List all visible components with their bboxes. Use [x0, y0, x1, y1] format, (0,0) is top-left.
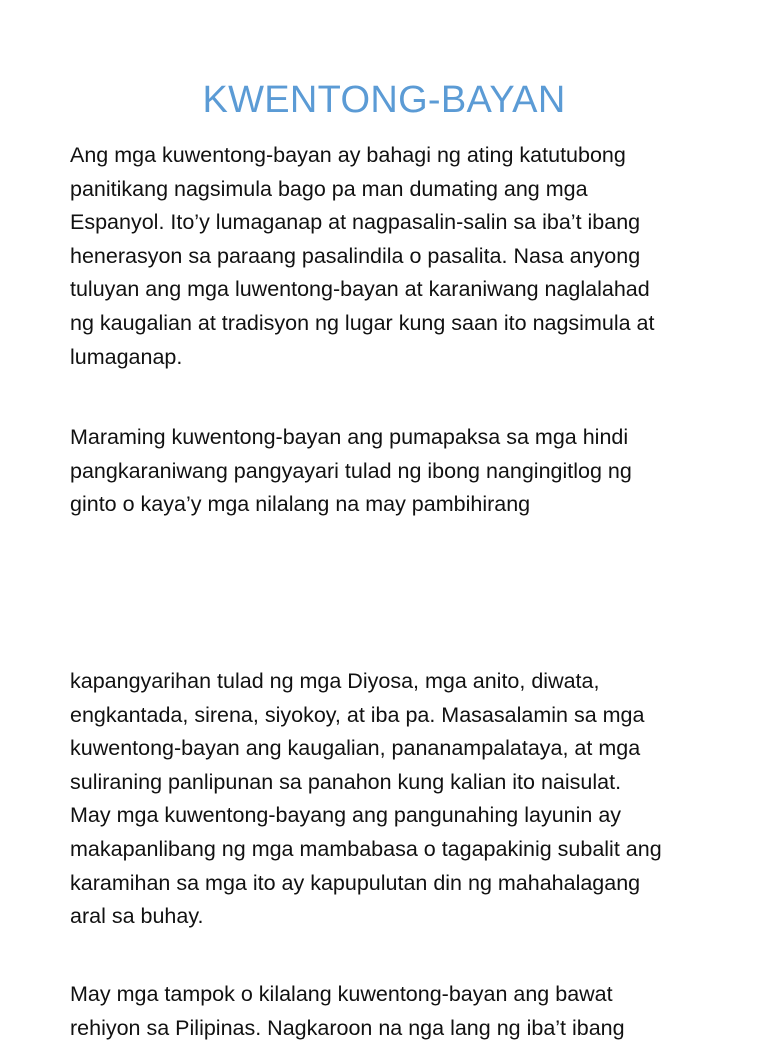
paragraph-4 [70, 978, 710, 1045]
paragraph-line: lumaganap. [70, 344, 183, 369]
paragraph-line: tuluyan ang mga luwentong-bayan at karaniwang naglalahad [70, 277, 650, 302]
paragraph-line: May mga tampok o kilalang kuwentong-bayan ang bawat [70, 982, 613, 1006]
paragraph-line: suliraning panlipunan sa panahon kung kalian ito naisulat. [70, 769, 622, 794]
paragraph-line: Maraming kuwentong-bayan ang pumapaksa sa mga hindi [70, 425, 629, 449]
paragraph-3 [70, 665, 710, 934]
paragraph-line: Ang mga kuwentong-bayan ay bahagi ng ating katutubong [70, 143, 626, 167]
paragraph-line: ng kaugalian at tradisyon ng lugar kung saan ito nagsimula at [70, 310, 655, 335]
paragraph-line: rehiyon sa Pilipinas. Nagkaroon na nga lang ng iba’t ibang [70, 1015, 625, 1040]
paragraph-line: kuwentong-bayan ang kaugalian, pananampalataya, at mga [70, 736, 641, 761]
paragraph-line: aral sa buhay. [70, 904, 204, 929]
paragraph-line: Espanyol. Ito’y lumaganap at nagpasalin-salin sa iba’t ibang [70, 210, 641, 235]
paragraph-line: engkantada, sirena, siyokoy, at iba pa. Masasalamin sa mga [70, 702, 645, 727]
paragraph-line: makapanlibang ng mga mambabasa o tagapakinig subalit ang [70, 836, 662, 861]
paragraph-1 [70, 139, 710, 374]
paragraph-line: pangkaraniwang pangyayari tulad ng ibong nangingitlog ng [70, 458, 632, 483]
page-title: KWENTONG-BAYAN [202, 79, 566, 121]
paragraph-line: henerasyon sa paraang pasalindila o pasalita. Nasa anyong [70, 243, 641, 268]
paragraph-2 [70, 421, 710, 522]
paragraph-line: May mga kuwentong-bayang ang pangunahing layunin ay [70, 803, 622, 828]
paragraph-line: kapangyarihan tulad ng mga Diyosa, mga anito, diwata, [70, 669, 600, 693]
paragraph-line: ginto o kaya’y mga nilalang na may pambihirang [70, 492, 531, 517]
paragraph-line: panitikang nagsimula bago pa man dumating ang mga [70, 176, 588, 201]
paragraph-line: karamihan sa mga ito ay kapupulutan din ng mahahalagang [70, 870, 641, 895]
